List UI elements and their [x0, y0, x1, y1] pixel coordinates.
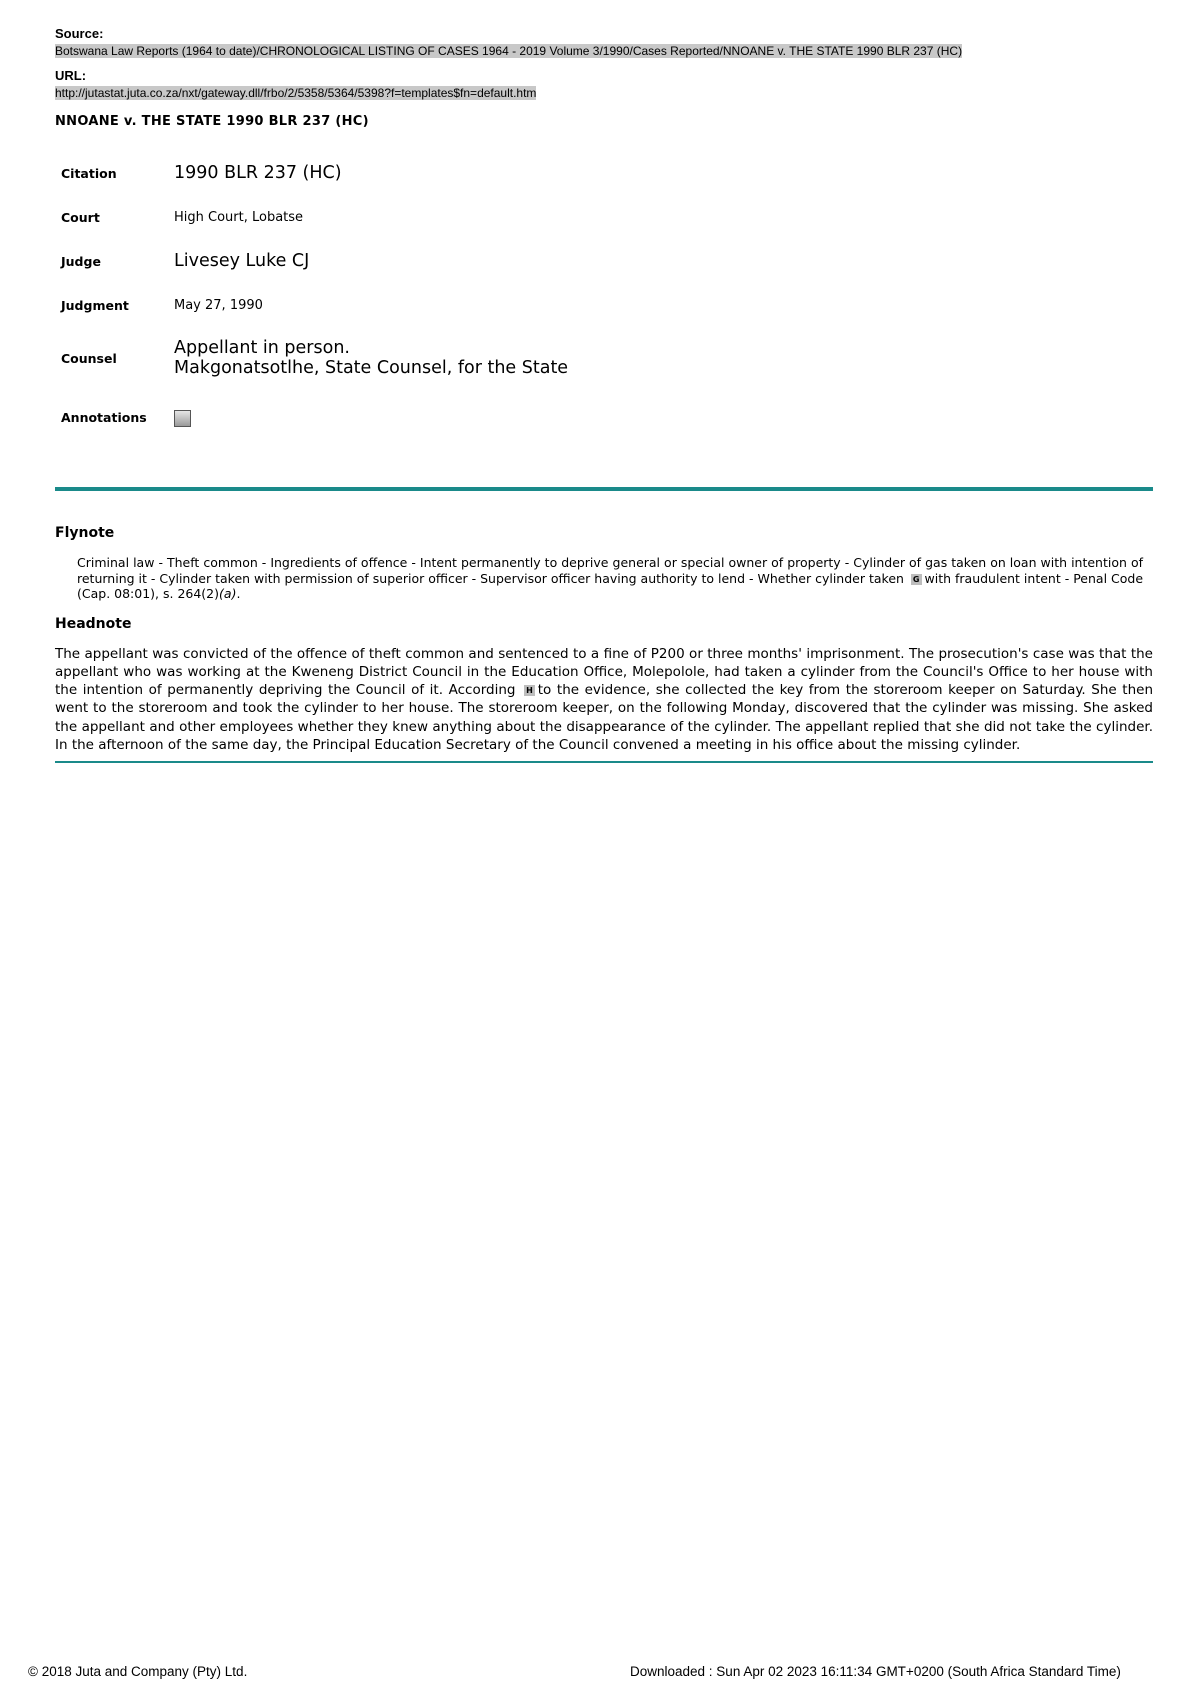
judgment-label: Judgment: [61, 297, 129, 313]
judge-label: Judge: [61, 253, 101, 269]
annotations-icon[interactable]: [174, 410, 191, 427]
footer-copyright: © 2018 Juta and Company (Pty) Ltd.: [28, 1664, 248, 1679]
flynote-heading: Flynote: [55, 525, 115, 541]
case-meta-table: [61, 151, 568, 445]
case-title: NNOANE v. THE STATE 1990 BLR 237 (HC): [55, 114, 369, 129]
counsel-line-2: Makgonatsotlhe, State Counsel, for the State: [174, 358, 569, 378]
url-line: [55, 84, 1153, 102]
citation-label: Citation: [61, 165, 117, 181]
source-label: Source:: [55, 26, 104, 41]
headnote-heading: Headnote: [55, 615, 132, 632]
counsel-label: Counsel: [61, 350, 117, 366]
margin-marker-h: H: [526, 685, 533, 695]
citation-value: 1990 BLR 237 (HC): [174, 163, 342, 183]
counsel-line-1: Appellant in person.: [174, 338, 350, 358]
url-label: URL:: [55, 68, 87, 83]
document-page: [55, 26, 1153, 763]
footer-downloaded: Downloaded : Sun Apr 02 2023 16:11:34 GMT+0200 (South Africa Standard Time): [630, 1664, 1121, 1679]
headnote-text: [55, 645, 1153, 755]
url-link[interactable]: http://jutastat.juta.co.za/nxt/gateway.dll/frbo/2/5358/5364/5398?f=templates$fn=default.htm: [55, 86, 537, 100]
flynote-text-part-1: Criminal law - Theft common - Ingredients of offence - Intent permanently to deprive general or special owner of property - Cylinder of gas taken on loan with intention of returning it - Cylinder taken with permission of superior officer - Supervisor officer having authority to lend - Whether cylinder taken: [77, 555, 1143, 586]
flynote-text: [77, 555, 1143, 602]
court-value: High Court, Lobatse: [174, 209, 304, 225]
headnote-text-part-1: The appellant was convicted of the offence of theft common and sentenced to a fine of P200 or three months' imprisonment. The prosecution's case was that the appellant who was working at the Kweneng District Council in the Education Office, Molepolole, had taken a cylinder from the Council's Office to her house with the intention of permanently depriving the Council of it. According: [55, 645, 1153, 699]
end-divider: [55, 761, 1153, 763]
flynote-end: .: [236, 586, 241, 601]
flynote-text-part-2: with fraudulent intent - Penal Code (Cap. 08:01), s. 264(2): [77, 570, 1144, 601]
annotations-label: Annotations: [61, 409, 147, 425]
source-path: [55, 42, 1153, 60]
judge-value: Livesey Luke CJ: [174, 251, 310, 271]
headnote-text-part-2: to the evidence, she collected the key from the storeroom keeper on Saturday. She then went to the storeroom and took the cylinder to her house. The storeroom keeper, on the following Monday, discovered that the cylinder was missing. She asked the appellant and other employees whether they knew anything about the disappearance of the cylinder. The appellant replied that she did not take the cylinder. In the afternoon of the same day, the Principal Education Secretary of the Council convened a meeting in his office about the missing cylinder.: [55, 682, 1154, 753]
section-divider: [55, 487, 1153, 491]
counsel-value: [174, 327, 568, 389]
margin-marker-g: G: [912, 574, 920, 584]
judgment-value: May 27, 1990: [174, 297, 263, 313]
court-label: Court: [61, 209, 100, 225]
source-path-text: Botswana Law Reports (1964 to date)/CHRONOLOGICAL LISTING OF CASES 1964 - 2019 Volume 3/1990/Cases Reported/NNOANE v. THE STATE 1990 BLR 237 (HC): [55, 44, 963, 58]
flynote-italic: (a): [219, 586, 237, 601]
